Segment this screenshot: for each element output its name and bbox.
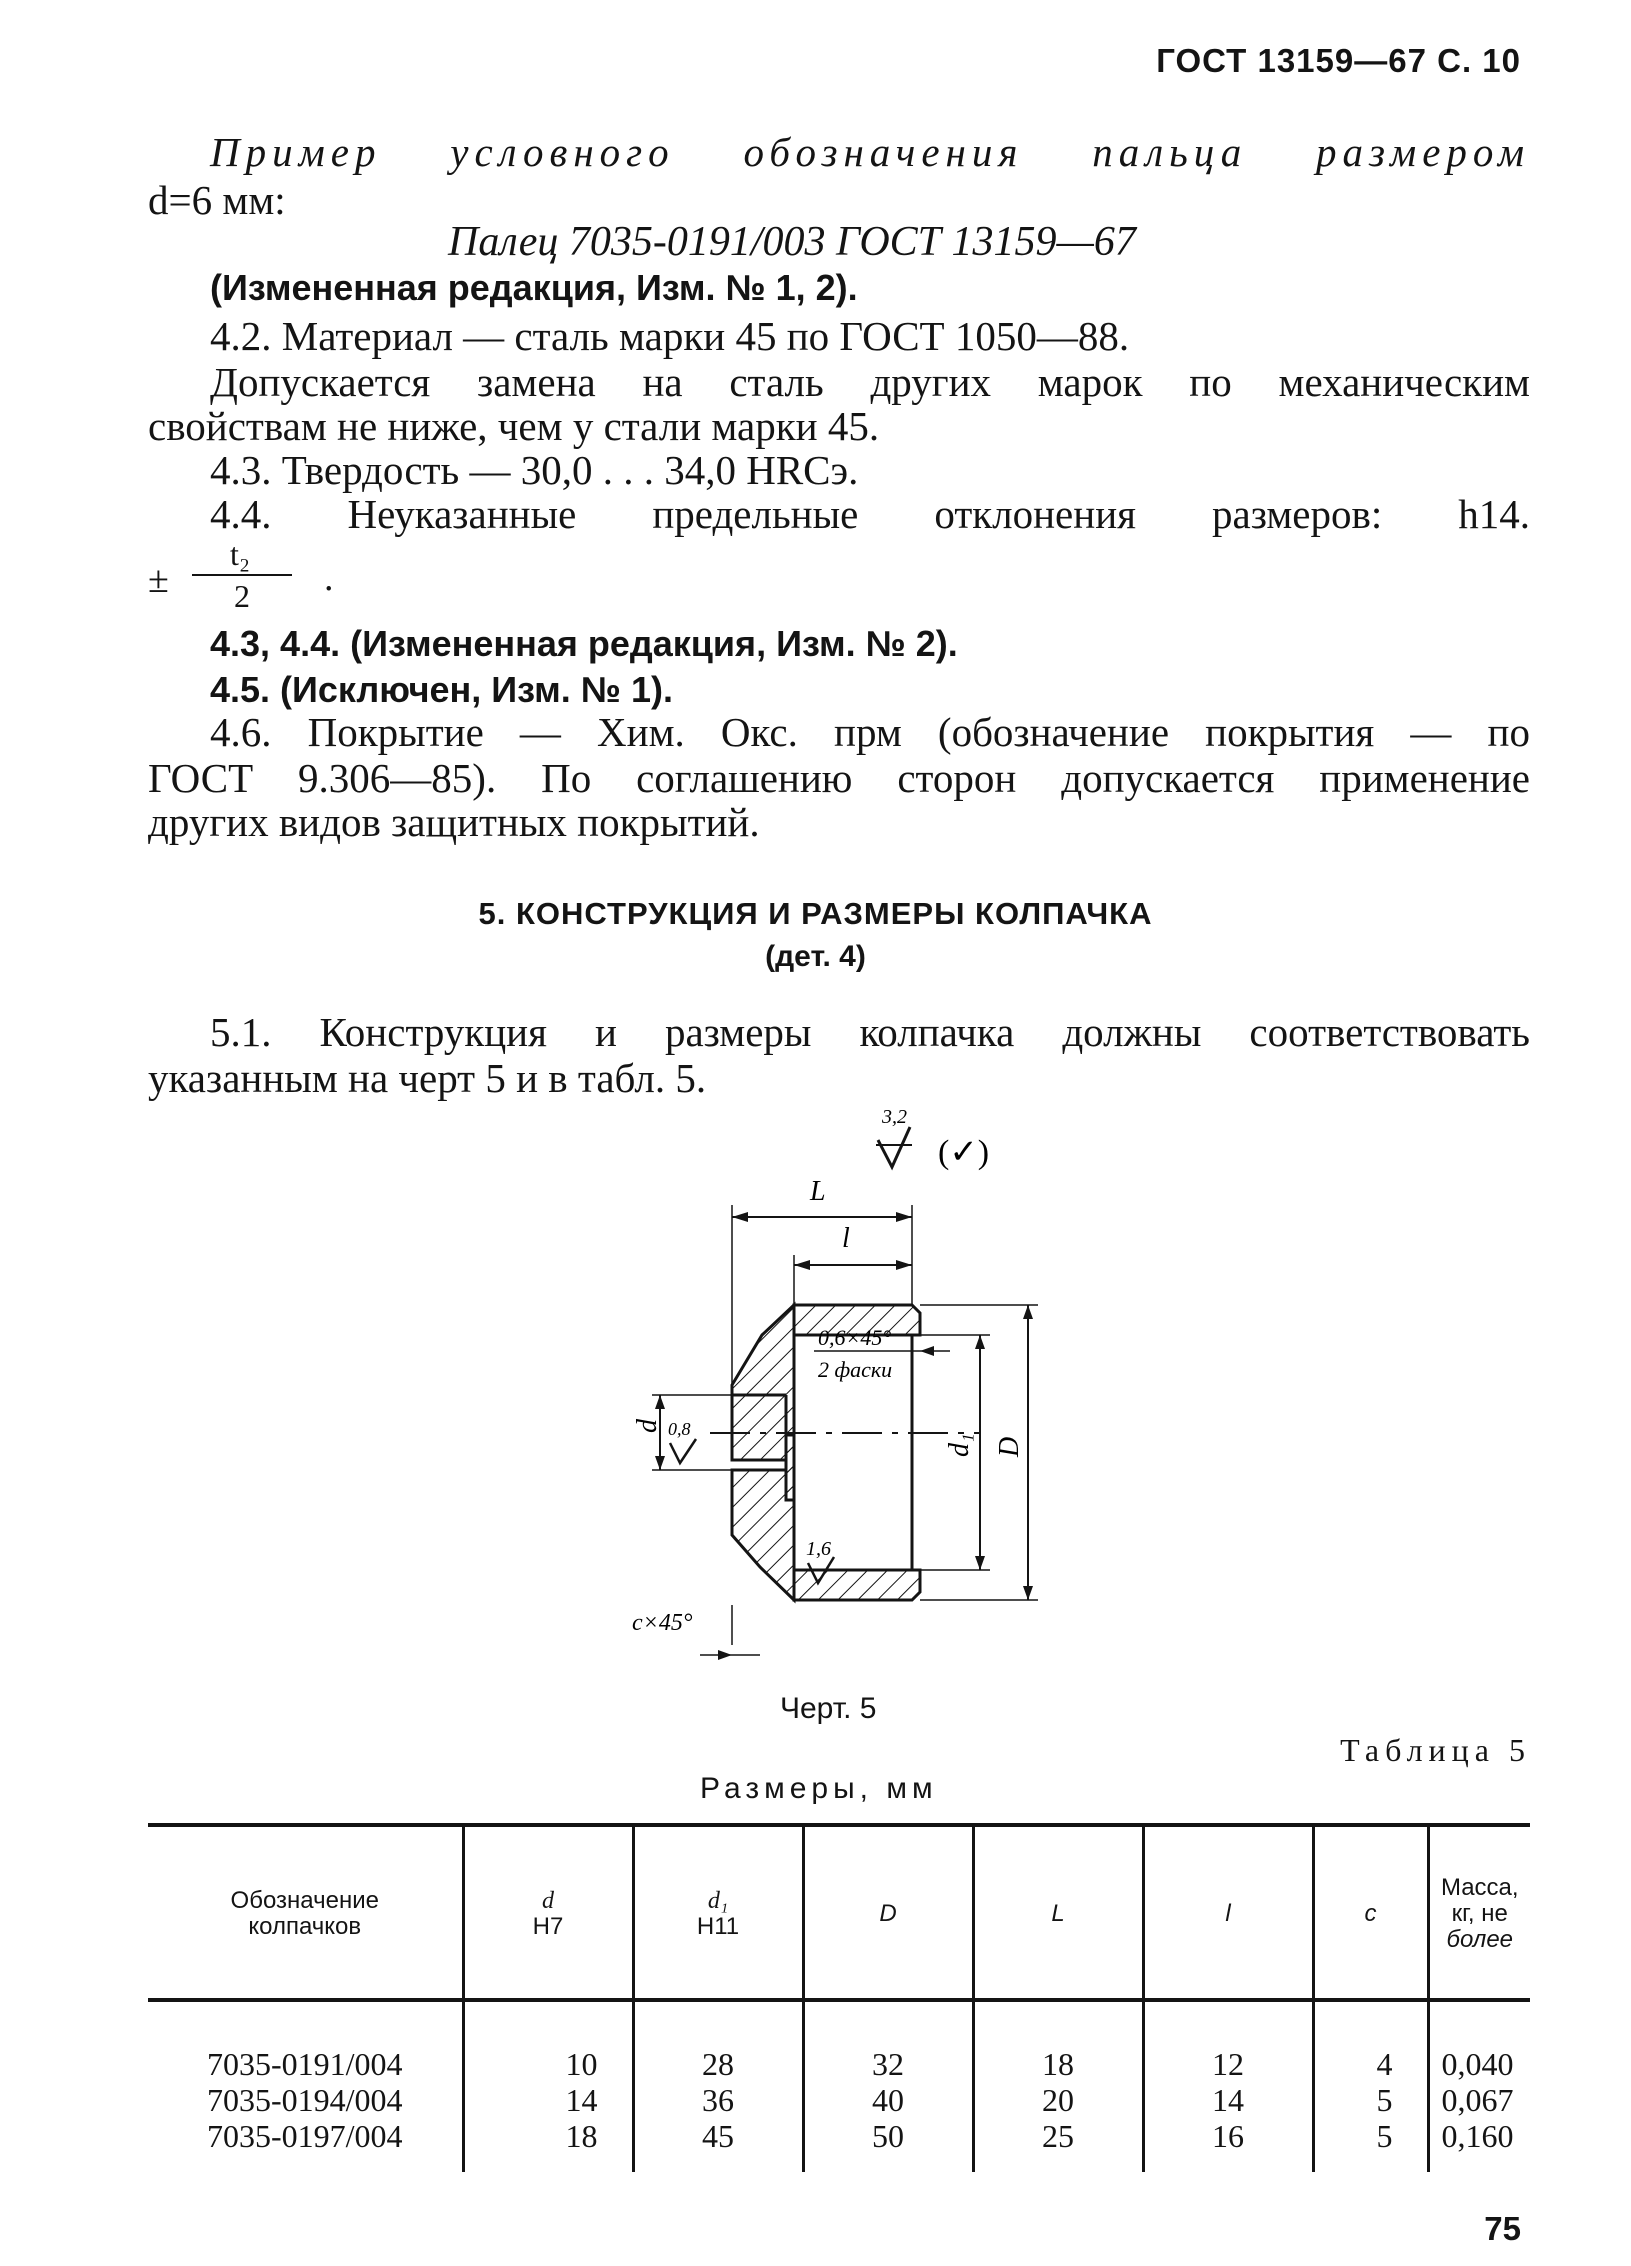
example-intro-line2: d=6 мм: bbox=[148, 177, 286, 223]
paragraph-4-4-line1 bbox=[210, 490, 1530, 538]
col-header-c: c bbox=[1313, 1825, 1428, 2001]
cell-designation: 7035-0194/004 bbox=[206, 2082, 403, 2118]
amendment-note-1-2: (Измененная редакция, Изм. № 1, 2). bbox=[210, 267, 858, 308]
example-designation: Палец 7035-0191/003 ГОСТ 13159—67 bbox=[448, 219, 1136, 265]
cell-d: 10 bbox=[463, 2001, 633, 2082]
chamfer-count: 2 фаски bbox=[818, 1357, 893, 1382]
paragraph-4-2b-line2: свойствам не ниже, чем у стали марки 45. bbox=[148, 403, 880, 449]
paragraph-5-1-line1-text: 5.1. Конструкция и размеры колпачка должны соответствовать bbox=[210, 1009, 1530, 1055]
col-header-D: D bbox=[803, 1825, 973, 2001]
table-double-rule bbox=[148, 1998, 1530, 2000]
fraction-bar bbox=[192, 574, 292, 576]
page-number: 75 bbox=[1484, 2210, 1521, 2247]
table-row bbox=[148, 2082, 1530, 2118]
paragraph-5-1-line1 bbox=[210, 1008, 1530, 1056]
page-header: ГОСТ 13159—67 С. 10 bbox=[1156, 42, 1521, 79]
cell-d: 14 bbox=[463, 2082, 633, 2118]
roughness-check-icon bbox=[878, 1127, 910, 1167]
chamfer-c-label: c×45° bbox=[632, 1610, 693, 1636]
roughness-bore-value: 0,8 bbox=[668, 1419, 691, 1439]
col-header-L: L bbox=[973, 1825, 1143, 2001]
paragraph-4-6-line2-text: ГОСТ 9.306—85). По соглашению сторон допускается применение bbox=[148, 755, 1530, 801]
col-header-d1: d₁ H11 bbox=[633, 1825, 803, 2001]
table-label: Таблица 5 bbox=[1340, 1732, 1531, 1768]
paragraph-4-6-line3: других видов защитных покрытий. bbox=[148, 799, 760, 845]
chamfer-c-arrow bbox=[718, 1650, 732, 1660]
cell-mass: 0,040 bbox=[1428, 2001, 1530, 2082]
fraction-denominator: 2 bbox=[234, 578, 250, 614]
cell-L: 18 bbox=[973, 2001, 1143, 2082]
example-intro bbox=[210, 128, 1530, 176]
dim-l-label: l bbox=[842, 1223, 850, 1254]
paragraph-4-6-line2 bbox=[148, 754, 1530, 802]
roughness-bore-icon bbox=[670, 1439, 696, 1463]
cell-c: 4 bbox=[1313, 2001, 1428, 2082]
section-5-subtitle: (дет. 4) bbox=[765, 940, 866, 973]
dim-D-label: D bbox=[994, 1436, 1025, 1457]
paragraph-4-3: 4.3. Твердость — 30,0 . . . 34,0 HRCэ. bbox=[210, 447, 859, 493]
fraction-numerator: t₂ bbox=[230, 536, 251, 572]
fraction-dot: . bbox=[324, 557, 334, 599]
paragraph-4-2b-line1-text: Допускается замена на сталь других марок по механическим bbox=[210, 359, 1530, 405]
paragraph-5-1-line2: указанным на черт 5 и в табл. 5. bbox=[148, 1055, 707, 1101]
table-units: Размеры, мм bbox=[700, 1772, 938, 1805]
chamfer-note: 0,6×45° bbox=[818, 1325, 892, 1350]
dim-L-label: L bbox=[810, 1176, 826, 1207]
cell-c: 5 bbox=[1313, 2118, 1428, 2172]
chamfer-arrow bbox=[920, 1346, 934, 1356]
paragraph-4-2: 4.2. Материал — сталь марки 45 по ГОСТ 1050—88. bbox=[210, 313, 1130, 359]
cell-l: 16 bbox=[1143, 2118, 1313, 2172]
table-row bbox=[148, 2118, 1530, 2172]
col-header-designation: Обозначение колпачков bbox=[230, 1886, 379, 1940]
cell-L: 25 bbox=[973, 2118, 1143, 2172]
cell-L: 20 bbox=[973, 2082, 1143, 2118]
cell-D: 32 bbox=[803, 2001, 973, 2082]
cell-designation: 7035-0191/004 bbox=[206, 2046, 403, 2082]
paragraph-4-4-line1-text: 4.4. Неуказанные предельные отклонения размеров: h14. bbox=[210, 491, 1530, 537]
cell-d1: 45 bbox=[633, 2118, 803, 2172]
cell-d: 18 bbox=[463, 2118, 633, 2172]
example-intro-line1: Пример условного обозначения пальца размером bbox=[210, 129, 1530, 175]
col-header-d: d H7 bbox=[463, 1825, 633, 2001]
table-header-row bbox=[148, 1825, 1530, 2001]
cell-D: 50 bbox=[803, 2118, 973, 2172]
dim-d-label: d bbox=[632, 1419, 663, 1433]
col-header-l: l bbox=[1143, 1825, 1313, 2001]
paragraph-4-6-line1 bbox=[210, 708, 1530, 756]
dim-d1-label: d₁ bbox=[944, 1433, 975, 1457]
paragraph-4-5: 4.5. (Исключен, Изм. № 1). bbox=[210, 669, 673, 710]
cell-mass: 0,160 bbox=[1428, 2118, 1530, 2172]
roughness-bracket: (✓) bbox=[938, 1134, 990, 1171]
roughness-inner-value: 1,6 bbox=[806, 1538, 831, 1560]
paragraph-4-2b-line1 bbox=[210, 358, 1530, 406]
plus-minus-sign: ± bbox=[148, 559, 169, 601]
cell-D: 40 bbox=[803, 2082, 973, 2118]
paragraph-4-6-line1-text: 4.6. Покрытие — Хим. Окс. прм (обозначение покрытия — по bbox=[210, 709, 1530, 755]
drawing-cap bbox=[560, 1105, 1080, 1685]
col-header-mass: Масса, кг, не более bbox=[1428, 1825, 1530, 2001]
cell-d1: 36 bbox=[633, 2082, 803, 2118]
amendment-note-4-3-4-4: 4.3, 4.4. (Измененная редакция, Изм. № 2). bbox=[210, 623, 958, 664]
table-row bbox=[148, 2001, 1530, 2082]
section-5-title: 5. КОНСТРУКЦИЯ И РАЗМЕРЫ КОЛПАЧКА bbox=[478, 896, 1153, 931]
cell-l: 14 bbox=[1143, 2082, 1313, 2118]
cell-mass: 0,067 bbox=[1428, 2082, 1530, 2118]
roughness-top-value: 3,2 bbox=[882, 1106, 907, 1128]
drawing-caption: Черт. 5 bbox=[780, 1692, 877, 1725]
cell-d1: 28 bbox=[633, 2001, 803, 2082]
cell-designation: 7035-0197/004 bbox=[206, 2118, 403, 2154]
cell-c: 5 bbox=[1313, 2082, 1428, 2118]
cell-l: 12 bbox=[1143, 2001, 1313, 2082]
